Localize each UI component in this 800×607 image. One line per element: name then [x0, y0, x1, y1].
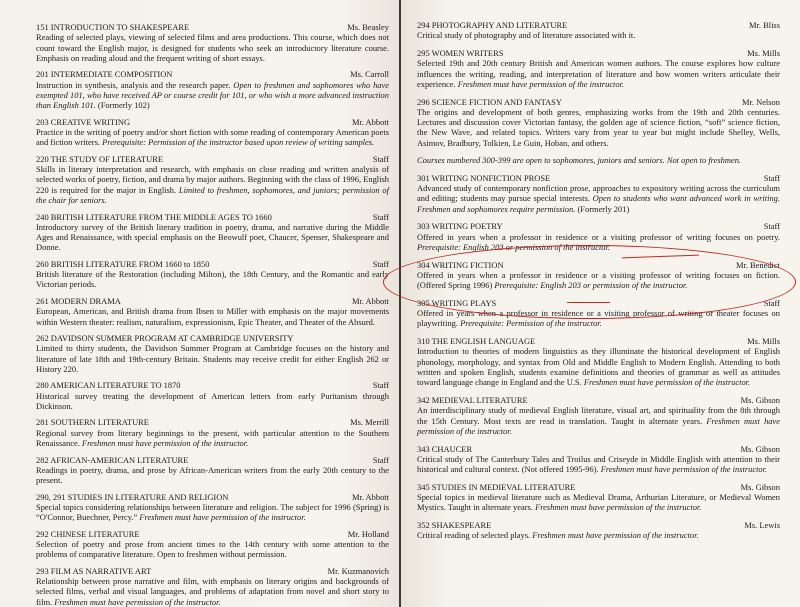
course-instructor: Staff [372, 153, 389, 164]
course-heading [36, 212, 389, 222]
course-note: Freshmen must have permission of the instructor. [139, 512, 306, 523]
course-entry [417, 97, 780, 148]
course-heading [36, 455, 389, 465]
course-description [36, 576, 389, 607]
course-entry [36, 417, 389, 448]
course-instructor: Mr. Benedict [735, 259, 780, 270]
course-entry [36, 492, 389, 523]
course-instructor: Ms. Mills [747, 47, 780, 58]
course-description-text: Special topics in medieval literature such as Medieval Drama, Arthurian Literature, or Medieval Women Mystics. Taught in alternate years. [417, 492, 780, 513]
course-description-text: Readings in poetry, drama, and prose by African-American writers from the early 20th century to the present. [36, 464, 389, 486]
course-description [36, 222, 389, 253]
course-entry [36, 455, 389, 486]
course-heading [36, 380, 389, 390]
course-description [36, 391, 389, 412]
course-title: 342 MEDIEVAL LITERATURE [417, 395, 528, 406]
course-instructor: Ms. Carroll [350, 69, 389, 80]
course-description-text: Critical reading of selected plays. [417, 530, 531, 541]
course-title: 303 WRITING POETRY [417, 221, 503, 232]
course-title: 293 FILM AS NARRATIVE ART [36, 565, 152, 576]
course-title: 301 WRITING NONFICTION PROSE [417, 172, 551, 183]
course-title: 240 BRITISH LITERATURE FROM THE MIDDLE AGES TO 1660 [36, 211, 272, 222]
course-description [417, 405, 780, 436]
course-description [36, 428, 389, 449]
course-description-text: Instruction in synthesis, analysis and the research paper. [36, 79, 231, 90]
course-instructor: Mr. Holland [347, 528, 389, 539]
course-description-text: Regional survey from literary beginnings to the present, with particular attention to the Southern Renaissance. [36, 427, 389, 449]
course-title: 296 SCIENCE FICTION AND FANTASY [417, 96, 562, 107]
course-title: 343 CHAUCER [417, 443, 473, 454]
course-title: 280 AMERICAN LITERATURE TO 1870 [36, 380, 181, 391]
course-entry [417, 20, 780, 41]
course-note: Freshmen must have permission of the instructor. [54, 596, 221, 607]
course-description-text: Offered in years when a professor in residence or a visiting professor of writing focuses on fiction. (Offered Spring 1996) [417, 269, 780, 291]
course-instructor: Staff [763, 297, 780, 308]
course-heading [36, 492, 389, 502]
course-heading [36, 566, 389, 576]
course-entry [36, 529, 389, 560]
course-description-text: The origins and development of both genres, emphasizing works from the 19th and 20th centuries. Lectures and discussion cover Victorian fantasy, the golden age of science fiction, “soft” science fiction, the New Wave, and related topics. Writers vary from year to year but might include Shelley, Wells, Asimov, Bradbury, Tolkien, Le Guin, Hoban, and others. [417, 106, 780, 148]
course-description-text: Reading of selected plays, viewing of selected films and area productions. This course, which does not count toward the English major, is designed for students who seek an introductory literature course. Emphasis on reading aloud and the frequent writing of short essays. [36, 32, 389, 63]
course-description-text: British literature of the Restoration (including Milton), the 18th Century, and the Romantic and early Victorian periods. [36, 269, 389, 290]
course-heading [36, 296, 389, 306]
course-description-text: Advanced study of contemporary nonfiction prose, approaches to expository writing across the curriculum and editing; students may pursue special interests. [417, 183, 780, 204]
course-note: Prerequisite: Permission of the instructor based upon review of writing samples. [102, 137, 375, 148]
course-title: 294 PHOTOGRAPHY AND LITERATURE [417, 20, 568, 30]
course-instructor: Ms. Lewis [744, 520, 780, 531]
course-instructor: Mr. Nelson [742, 96, 780, 107]
course-formerly: (Formerly 201) [577, 203, 630, 214]
course-instructor: Ms. Beasley [347, 22, 389, 32]
course-description [36, 539, 389, 560]
course-heading [36, 117, 389, 127]
courses-numbered-note: Courses numbered 300-399 are open to sophomores, juniors and seniors. Not open to freshmen. [417, 155, 742, 166]
course-description [36, 269, 389, 290]
course-heading [36, 529, 389, 539]
course-note: Freshmen must have permission of the instructor. [535, 502, 702, 513]
course-description [417, 183, 780, 214]
course-description-text: Critical study of The Canterbury Tales and Troilus and Criseyde in Middle English with attention to their historical and cultural context. (Not offered 1995-96). [417, 453, 780, 475]
course-instructor: Ms. Gibson [740, 481, 780, 492]
course-entry [417, 395, 780, 436]
course-title: 292 CHINESE LITERATURE [36, 528, 140, 539]
course-entry [417, 221, 780, 252]
course-note: Freshmen must have permission of the instructor. [457, 78, 625, 89]
course-entry [417, 336, 780, 387]
course-note: Open to freshmen and sophomores who have exempted 101, who have received AP or course credit for 101, or who wish a more advanced instruction than English 101. [36, 79, 390, 111]
course-heading [36, 69, 389, 79]
course-heading [36, 154, 389, 164]
course-title: 282 AFRICAN-AMERICAN LITERATURE [36, 454, 189, 465]
course-description-text: Limited to thirty students, the Davidson Summer Program at Cambridge focuses on the history and literature of late 18th and 19th-century Britain. Students may receive credit for either English 262 or History 220. [36, 343, 389, 374]
course-description-text: Practice in the writing of poetry and/or short fiction with some reading of contemporary American poets and fiction writers. [36, 127, 389, 148]
course-heading [417, 221, 780, 231]
course-note: Open to students who want advanced work in writing. Freshmen and sophomores require permission. [417, 193, 781, 214]
course-title: 290, 291 STUDIES IN LITERATURE AND RELIGION [36, 491, 229, 502]
course-description [36, 502, 389, 523]
course-instructor: Staff [372, 454, 389, 465]
course-description-text: Critical study of photography and of literature associated with it. [417, 30, 636, 41]
course-note: Freshmen must have permission of the instructor. [532, 530, 699, 541]
course-description [417, 232, 780, 253]
course-title: 262 DAVIDSON SUMMER PROGRAM AT CAMBRIDGE UNIVERSITY [36, 333, 294, 344]
course-description [36, 80, 389, 111]
course-title: 281 SOUTHERN LITERATURE [36, 417, 149, 428]
course-instructor: Staff [763, 172, 780, 183]
course-note: Prerequisite: English 203 or permission of the instructor. [494, 280, 688, 291]
course-note: Freshmen must have permission of the instructor. [583, 377, 751, 388]
course-entry [36, 259, 389, 290]
course-title: 260 BRITISH LITERATURE FROM 1660 to 1850 [36, 258, 210, 269]
course-description-text: An interdisciplinary study of medieval English literature, visual art, and spirituality from the 8th through the 15th Century. Most texts are read in translation. Taught in alternate years. [417, 405, 780, 426]
course-heading [417, 482, 780, 492]
course-entry [36, 333, 389, 374]
course-entry [36, 117, 389, 148]
course-instructor: Mr. Abbott [351, 295, 389, 306]
course-description [36, 164, 389, 205]
course-note: Freshmen must have permission of the instructor. [600, 464, 768, 475]
course-title: 310 THE ENGLISH LANGUAGE [417, 336, 536, 347]
course-instructor: Mr. Kuzmanovich [327, 565, 389, 576]
course-note: Freshmen must have permission of the instructor. [81, 438, 249, 449]
course-description [36, 343, 389, 374]
right-course-group-b [417, 173, 780, 541]
course-heading [36, 22, 389, 32]
course-heading [417, 97, 780, 107]
course-instructor: Staff [372, 380, 389, 391]
course-description-text: European, American, and British drama from Ibsen to Miller with emphasis on the major movements within Western theater: realism, naturalism, expressionism, Epic Theater, and Theater of the Absurd. [36, 306, 389, 327]
course-description-text: Offered in years when a professor in residence or a visiting professor of writing or theater focuses on playwriting. [417, 308, 780, 329]
course-entry [417, 482, 780, 513]
course-description [417, 30, 780, 40]
course-description-text: Skills in literary interpretation and research, with emphasis on close reading and written analysis of selected works of poetry, fiction, and drama by major authors. Beginning with the class of 1996, English 220 is required for the major in English. [36, 164, 389, 195]
course-entry [417, 520, 780, 541]
course-title: 352 SHAKESPEARE [417, 520, 492, 531]
course-formerly: (Formerly 102) [97, 100, 150, 111]
course-description-text: Offered in years when a professor in residence or a visiting professor of writing focuses on poetry. [417, 231, 780, 242]
course-title: 261 MODERN DRAMA [36, 295, 121, 306]
course-heading [417, 20, 780, 30]
course-description [417, 308, 780, 329]
course-heading [36, 333, 389, 343]
course-description [417, 492, 780, 513]
course-description [417, 530, 780, 540]
course-title: 304 WRITING FICTION [417, 259, 504, 270]
course-description-text: Relationship between prose narrative and film, with emphasis on literary origins and backgrounds of selected films, verbal and visual languages, and problems of adaptation from novel and short story to film. [36, 576, 389, 607]
course-description [417, 107, 780, 148]
course-entry [417, 173, 780, 214]
course-description-text: Historical survey treating the development of American letters from early Puritanism through Dickinson. [36, 390, 389, 411]
course-note: Prerequisite: English 203 or permission of the instructor. [417, 241, 610, 252]
course-entry [417, 444, 780, 475]
course-entry [36, 380, 389, 411]
course-heading [417, 260, 780, 270]
course-instructor: Ms. Gibson [740, 443, 780, 454]
course-heading [36, 259, 389, 269]
course-note: Freshmen must have permission of the instructor. [417, 415, 780, 436]
course-description [36, 127, 389, 148]
course-entry [417, 48, 780, 89]
course-description [36, 32, 389, 63]
course-heading [417, 48, 780, 58]
course-entry [36, 69, 389, 110]
course-title: 220 THE STUDY OF LITERATURE [36, 153, 164, 164]
course-title: 305 WRITING PLAYS [417, 297, 497, 308]
course-title: 203 CREATIVE WRITING [36, 116, 131, 127]
course-instructor [383, 333, 389, 343]
course-instructor: Ms. Mills [747, 336, 780, 347]
course-description-text: Special topics considering relationships between literature and religion. The subject for 1996 (Spring) is “O'Connor, Buechner, Percy.” [36, 501, 389, 523]
course-note: Limited to freshmen, sophomores, and juniors; permission of the chair for seniors. [36, 184, 389, 206]
course-entry [36, 296, 389, 327]
course-description [417, 270, 780, 291]
left-page [0, 0, 399, 607]
course-instructor: Mr. Abbott [351, 116, 389, 127]
course-title: 151 INTRODUCTION TO SHAKESPEARE [36, 22, 190, 32]
course-heading [36, 417, 389, 427]
course-entry [36, 22, 389, 63]
course-heading [417, 444, 780, 454]
course-heading [417, 395, 780, 405]
red-underline-formerly [567, 302, 610, 303]
course-entry [36, 154, 389, 205]
course-description [36, 306, 389, 327]
course-heading [417, 520, 780, 530]
course-instructor: Staff [763, 221, 780, 232]
course-instructor: Ms. Merrill [350, 417, 389, 428]
right-page [401, 0, 800, 607]
course-title: 201 INTERMEDIATE COMPOSITION [36, 69, 173, 80]
course-instructor: Staff [372, 211, 389, 222]
course-description-text: Introductory survey of the British literary tradition in poetry, drama, and narrative during the Middle Ages and Renaissance, with special emphasis on the Beowulf poet, Chaucer, Spenser, Shakespeare and Donne. [36, 221, 389, 253]
course-title: 295 WOMEN WRITERS [417, 47, 504, 58]
course-instructor: Mr. Abbott [351, 491, 389, 502]
course-instructor: Ms. Gibson [740, 395, 780, 406]
course-description [417, 58, 780, 89]
course-note: Prerequisite: Permission of the instructor. [460, 318, 602, 329]
course-description [417, 346, 780, 387]
course-description [417, 454, 780, 475]
course-instructor: Staff [372, 258, 389, 269]
course-entry [417, 260, 780, 291]
course-instructor: Mr. Bliss [749, 20, 780, 30]
course-description-text: Selection of poetry and prose from ancient times to the 14th century with some attention to the problems of comparative literature. Open to freshmen without permission. [36, 539, 389, 560]
course-description [36, 465, 389, 486]
course-title: 345 STUDIES IN MEDIEVAL LITERATURE [417, 481, 576, 492]
course-heading [417, 298, 780, 308]
course-heading [417, 173, 780, 183]
right-course-group-a [417, 20, 780, 148]
course-entry [36, 212, 389, 253]
course-heading [417, 336, 780, 346]
course-entry [36, 566, 389, 607]
course-description-text: Selected 19th and 20th century British and American women authors. The course explores how culture influences the writing, reading, and interpretation of literature and how women writers articulate their experience. [417, 58, 780, 89]
course-description-text: Introduction to theories of modern linguistics as they illuminate the historical development of English phonology, morphology, and syntax from Old and Middle English to Modern English. Attending to both written and spoken English, students examine definitions and theories of grammar as well as attitudes toward language change in England and the U.S. [417, 346, 780, 388]
